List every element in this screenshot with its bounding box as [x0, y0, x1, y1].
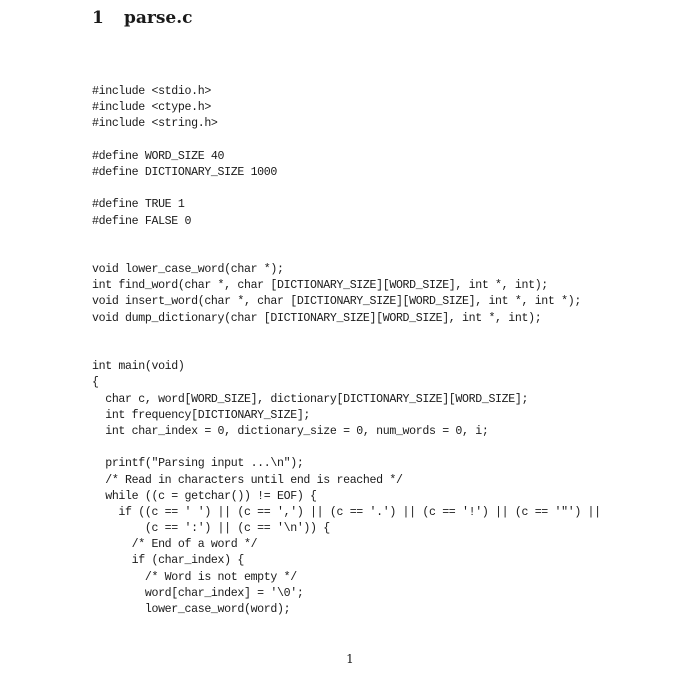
- code-line: [92, 133, 601, 149]
- section-number: 1: [92, 8, 104, 28]
- code-line: [92, 440, 601, 456]
- code-line: (c == ':') || (c == '\n')) {: [92, 522, 330, 536]
- code-line: [92, 246, 601, 262]
- code-line: word[char_index] = '\0';: [92, 586, 304, 600]
- code-line: int frequency[DICTIONARY_SIZE];: [92, 408, 311, 422]
- code-line: void lower_case_word(char *);: [92, 263, 284, 277]
- code-line: int find_word(char *, char [DICTIONARY_SIZE][WORD_SIZE], int *, int);: [92, 279, 548, 293]
- code-line: if ((c == ' ') || (c == ',') || (c == '.') || (c == '!') || (c == '"') ||: [92, 505, 601, 519]
- page-number: 1: [346, 652, 354, 666]
- code-line: void insert_word(char *, char [DICTIONARY_SIZE][WORD_SIZE], int *, int *);: [92, 295, 581, 309]
- code-line: int main(void): [92, 360, 185, 374]
- code-line: /* Word is not empty */: [92, 570, 297, 584]
- code-line: [92, 181, 601, 197]
- code-line: while ((c = getchar()) != EOF) {: [92, 489, 317, 503]
- code-line: #include <string.h>: [92, 117, 218, 131]
- code-line: /* End of a word */: [92, 538, 258, 552]
- code-line: if (char_index) {: [92, 554, 244, 568]
- code-line: [92, 343, 601, 359]
- code-line: {: [92, 376, 99, 390]
- code-line: void dump_dictionary(char [DICTIONARY_SIZE][WORD_SIZE], int *, int);: [92, 311, 542, 325]
- code-line: #define TRUE 1: [92, 198, 185, 212]
- code-line: [92, 230, 601, 246]
- code-line: #include <stdio.h>: [92, 85, 211, 98]
- code-line: /* Read in characters until end is reached */: [92, 473, 403, 487]
- code-line: printf("Parsing input ...\n");: [92, 457, 304, 471]
- section-heading: [92, 6, 193, 30]
- code-line: lower_case_word(word);: [92, 603, 291, 616]
- code-line: int char_index = 0, dictionary_size = 0, num_words = 0, i;: [92, 424, 489, 438]
- code-line: #define FALSE 0: [92, 214, 192, 228]
- code-line: #define WORD_SIZE 40: [92, 149, 225, 163]
- code-line: [92, 327, 601, 343]
- code-line: #define DICTIONARY_SIZE 1000: [92, 165, 278, 179]
- code-listing: [92, 84, 601, 618]
- code-line: char c, word[WORD_SIZE], dictionary[DICTIONARY_SIZE][WORD_SIZE];: [92, 392, 529, 406]
- code-line: #include <ctype.h>: [92, 101, 211, 115]
- section-title: parse.c: [124, 8, 193, 28]
